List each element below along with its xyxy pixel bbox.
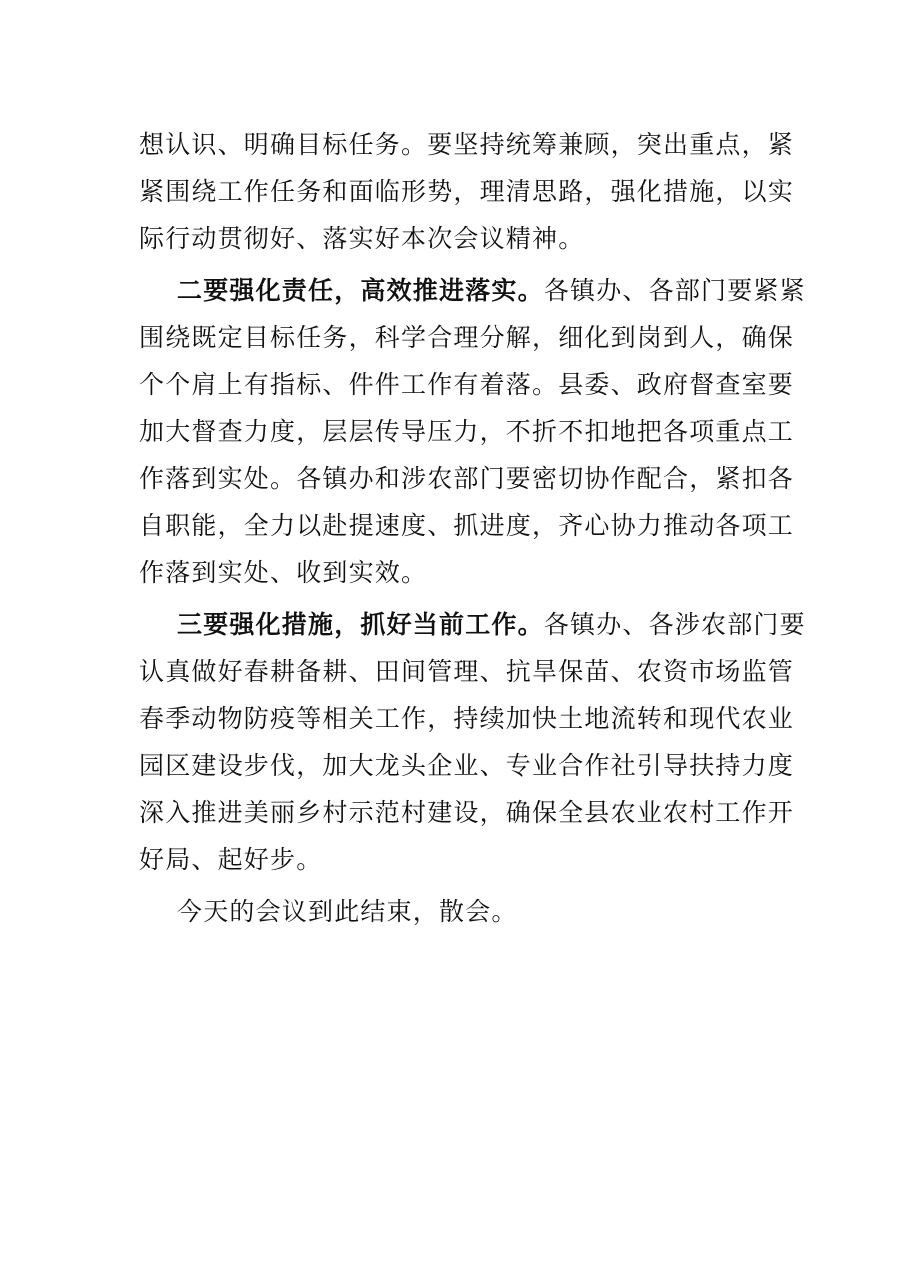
text-line <box>139 267 806 314</box>
text-line: 想认识、明确目标任务。要坚持统筹兼顾，突出重点，紧 <box>139 130 795 159</box>
heading-continuation: 各镇办、各部门要紧紧 <box>543 276 806 305</box>
paragraph-heading: 二要强化责任，高效推进落实。 <box>177 276 544 305</box>
text-line: 加大督查力度，层层传导压力，不折不扣地把各项重点工 <box>139 417 795 446</box>
text-line: 际行动贯彻好、落实好本次会议精神。 <box>139 224 585 253</box>
text-line: 自职能，全力以赴提速度、抓进度，齐心协力推动各项工 <box>139 511 795 540</box>
paragraph-2 <box>139 267 806 596</box>
text-line: 围绕既定目标任务，科学合理分解，细化到岗到人，确保 <box>139 323 795 352</box>
text-line: 作落到实处、收到实效。 <box>139 558 428 587</box>
text-line: 园区建设步伐，加大龙头企业、专业合作社引导扶持力度 <box>139 751 795 780</box>
heading-continuation: 各镇办、各涉农部门要 <box>543 610 806 639</box>
text-line: 今天的会议到此结束，散会。 <box>177 897 518 926</box>
paragraph-heading: 三要强化措施，抓好当前工作。 <box>177 610 544 639</box>
paragraph-1 <box>139 121 795 262</box>
text-line: 好局、起好步。 <box>139 845 323 874</box>
text-line: 个个肩上有指标、件件工作有着落。县委、政府督查室要 <box>139 370 795 399</box>
text-line: 认真做好春耕备耕、田间管理、抗旱保苗、农资市场监管 <box>139 657 795 686</box>
text-line: 春季动物防疫等相关工作，持续加快土地流转和现代农业 <box>139 704 795 733</box>
text-line: 作落到实处。各镇办和涉农部门要密切协作配合，紧扣各 <box>139 464 795 493</box>
text-line <box>139 601 806 648</box>
document-body <box>139 121 806 935</box>
paragraph-3 <box>139 601 806 883</box>
paragraph-4 <box>139 888 775 935</box>
text-line: 紧围绕工作任务和面临形势，理清思路，强化措施，以实 <box>139 177 795 206</box>
text-line: 深入推进美丽乡村示范村建设，确保全县农业农村工作开 <box>139 798 795 827</box>
